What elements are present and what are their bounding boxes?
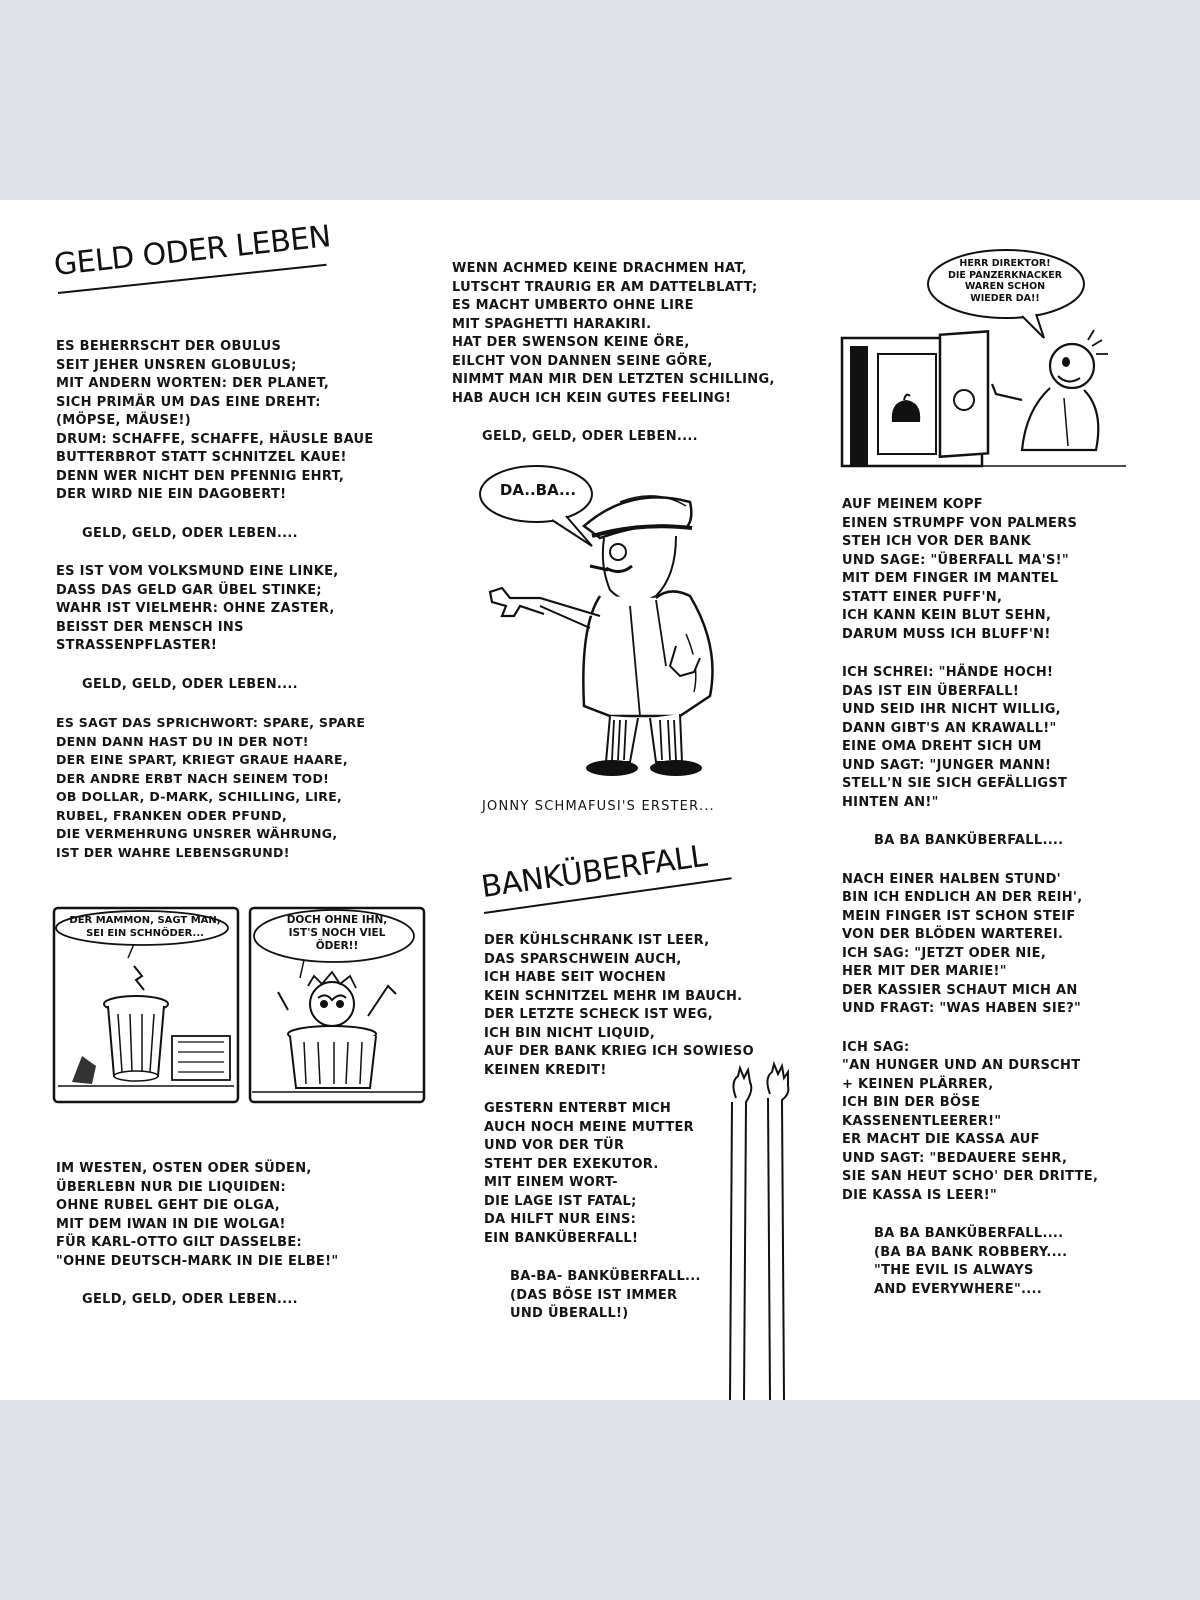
verse-9: ICH SCHREI: "HÄNDE HOCH! DAS IST EIN ÜBERFALL! UND SEID IHR NICHT WILLIG, DANN GIBT'S AN KRAWALL!" EINE OMA DREHT SICH UM UND SAGT: "JUNGER MANN! STELL'N SIE SICH GEFÄLLIGST HINTEN AN!" xyxy=(842,665,1068,810)
refrain: GELD, GELD, ODER LEBEN.... xyxy=(82,676,298,692)
column-2-upper xyxy=(452,260,812,467)
refrain: BA BA BANKÜBERFALL.... xyxy=(874,833,1064,848)
refrain: BA-BA- BANKÜBERFALL... (DAS BÖSE IST IMMER UND ÜBERALL!) xyxy=(510,1269,701,1321)
refrain: GELD, GELD, ODER LEBEN.... xyxy=(82,1292,298,1307)
verse-6: DER KÜHLSCHRANK IST LEER, DAS SPARSCHWEIN AUCH, ICH HABE SEIT WOCHEN KEIN SCHNITZEL MEHR IM BAUCH. DER LETZTE SCHECK IST WEG, ICH BIN NICHT LIQUID, AUF DER BANK KRIEG ICH SOWIESO KEINEN KREDIT! xyxy=(484,933,754,1078)
raised-hands-illustration xyxy=(726,1068,802,1400)
verse-8: AUF MEINEM KOPF EINEN STRUMPF VON PALMERS STEH ICH VOR DER BANK UND SAGE: "ÜBERFALL MA'S!" MIT DEM FINGER IM MANTEL STATT EINER PUFF'N, ICH KANN KEIN BLUT SEHN, DARUM MUSS ICH BLUFF'N! xyxy=(842,497,1078,642)
verse-3: ES SAGT DAS SPRICHWORT: SPARE, SPARE DENN DANN HAST DU IN DER NOT! DER EINE SPART, KRIEGT GRAUE HAARE, DER ANDRE ERBT NACH SEINEM TOD! OB DOLLAR, D-MARK, SCHILLING, LIRE, RUBEL, FRANKEN ODER PFUND, DIE VERMEHRUNG UNSRER WÄHRUNG, IST DER WAHRE LEBENSGRUND! xyxy=(56,715,366,860)
refrain: BA BA BANKÜBERFALL.... (BA BA BANK ROBBERY.... "THE EVIL IS ALWAYS AND EVERYWHERE".... xyxy=(874,1226,1068,1297)
song-title-bankueberfall: BANKÜBERFALL xyxy=(479,838,709,905)
column-3 xyxy=(842,496,1172,1319)
lyrics-page xyxy=(0,200,1200,1400)
verse-1: ES BEHERRSCHT DER OBULUS SEIT JEHER UNSREN GLOBULUS; MIT ANDERN WORTEN: DER PLANET, SICH PRIMÄR UM DAS EINE DREHT: (MÖPSE, MÄUSE!) DRUM: SCHAFFE, SCHAFFE, HÄUSLE BAUE BUTTERBROT STATT SCHNITZEL KAUE! DENN WER NICHT DEN PFENNIG EHRT, DER WIRD NIE EIN DAGOBERT! xyxy=(56,339,374,502)
verse-2: ES IST VOM VOLKSMUND EINE LINKE, DASS DAS GELD GAR ÜBEL STINKE; WAHR IST VIELMEHR: OHNE ZASTER, BEISST DER MENSCH INS STRASSENPFLASTER! xyxy=(56,564,339,653)
verse-10: NACH EINER HALBEN STUND' BIN ICH ENDLICH AN DER REIH', MEIN FINGER IST SCHON STEIF VON DER BLÖDEN WARTEREI. ICH SAG: "JETZT ODER NIE, HER MIT DER MARIE!" DER KASSIER SCHAUT MICH AN UND FRAGT: "WAS HABEN SIE?" xyxy=(842,871,1083,1016)
gangster-caption: JONNY SCHMAFUSI'S ERSTER... xyxy=(482,799,715,814)
gangster-bubble: DA..BA... xyxy=(499,481,577,499)
refrain: GELD, GELD, ODER LEBEN.... xyxy=(482,429,698,444)
verse-7: GESTERN ENTERBT MICH AUCH NOCH MEINE MUTTER UND VOR DER TÜR STEHT DER EXEKUTOR. MIT EINEM WORT- DIE LAGE IST FATAL; DA HILFT NUR EINS: EIN BANKÜBERFALL! xyxy=(484,1101,694,1246)
verse-11: ICH SAG: "AN HUNGER UND AN DURSCHT + KEINEN PLÄRRER, ICH BIN DER BÖSE KASSENENTLEERER!" ER MACHT DIE KASSA AUF UND SAGT: "BEDAUERE SEHR, SIE SAN HEUT SCHO' DER DRITTE, DIE KASSA IS LEER!" xyxy=(842,1039,1099,1203)
verse-5: WENN ACHMED KEINE DRACHMEN HAT, LUTSCHT TRAURIG ER AM DATTELBLATT; ES MACHT UMBERTO OHNE LIRE MIT SPAGHETTI HARAKIRI. HAT DER SWENSON KEINE ÖRE, EILCHT VON DANNEN SEINE GÖRE, NIMMT MAN MIR DEN LETZTEN SCHILLING, HAB AUCH ICH KEIN GUTES FEELING! xyxy=(452,261,775,406)
gangster-illustration xyxy=(480,466,770,786)
refrain: GELD, GELD, ODER LEBEN.... xyxy=(82,525,298,541)
comic-bubble-right: DOCH OHNE IHN, IST'S NOCH VIEL ÖDER!! xyxy=(286,914,388,952)
song-title-geld-oder-leben: GELD ODER LEBEN xyxy=(52,219,333,283)
column-1-upper xyxy=(56,338,406,882)
column-1-lower xyxy=(56,1160,406,1330)
comic-bubble-left: DER MAMMON, SAGT MAN, SEI EIN SCHNÖDER... xyxy=(69,915,221,939)
verse-4: IM WESTEN, OSTEN ODER SÜDEN, ÜBERLEBN NUR DIE LIQUIDEN: OHNE RUBEL GEHT DIE OLGA, MIT DEM IWAN IN DIE WOLGA! FÜR KARL-OTTO GILT DASSELBE: "OHNE DEUTSCH-MARK IN DIE ELBE!" xyxy=(56,1161,339,1269)
director-bubble: HERR DIREKTOR! DIE PANZERKNACKER WAREN SCHON WIEDER DA!! xyxy=(947,258,1063,304)
